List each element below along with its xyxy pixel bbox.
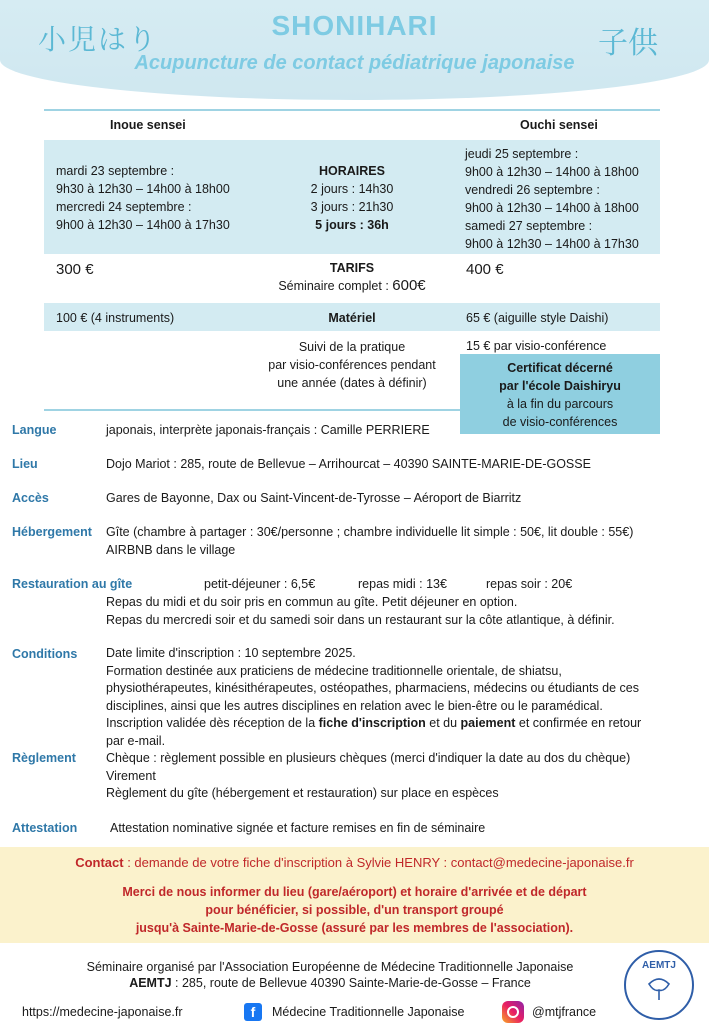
left-teacher: Inoue sensei <box>110 118 186 132</box>
visio-price: 15 € par visio-conférence <box>466 339 607 353</box>
hebergement-label: Hébergement <box>12 525 92 539</box>
tarifs-label: Séminaire complet : <box>278 279 393 293</box>
horaires-block <box>262 162 442 234</box>
left-schedule-line: mercredi 24 septembre : <box>56 200 192 214</box>
reglement-line: Virement <box>106 768 156 783</box>
aemtj-logo <box>624 950 694 1020</box>
right-material: 65 € (aiguille style Daishi) <box>466 311 609 325</box>
facebook-link[interactable]: Médecine Traditionnelle Japonaise <box>272 1005 465 1019</box>
suivi-line: une année (dates à définir) <box>277 376 427 390</box>
tarifs-title: TARIFS <box>329 261 375 275</box>
website-link[interactable]: https://medecine-japonaise.fr <box>22 1005 183 1019</box>
facebook-icon[interactable]: f <box>244 1003 262 1021</box>
reglement-line: Chèque : règlement possible en plusieurs chèques (merci d'indiquer la date au dos du chèque) <box>106 751 631 765</box>
repas-soir: repas soir : 20€ <box>486 577 573 591</box>
page-title: SHONIHARI <box>271 10 438 41</box>
acces-label: Accès <box>12 491 49 505</box>
instagram-link[interactable]: @mtjfrance <box>532 1005 597 1019</box>
certificate-line: Certificat décerné <box>507 361 613 375</box>
conditions-label: Conditions <box>12 647 78 661</box>
restauration-line: Repas du midi et du soir pris en commun au gîte. Petit déjeuner en option. <box>106 595 518 609</box>
contact-line <box>0 854 709 872</box>
logo-text: AEMTJ <box>642 960 676 971</box>
tarifs-block <box>262 259 442 295</box>
right-schedule-line: samedi 27 septembre : <box>465 219 593 233</box>
langue-label: Langue <box>12 423 57 437</box>
header-japanese-left: 小児はり <box>38 23 159 56</box>
conditions-line: disciplines, ainsi que les autres disciplines en relation avec le bien-être ou le paramédical. <box>106 698 603 713</box>
left-schedule-line: 9h30 à 12h30 – 14h00 à 18h00 <box>56 182 230 196</box>
footer-address: : 285, route de Bellevue 40390 Sainte-Marie-de-Gosse – France <box>171 976 531 990</box>
attestation-label: Attestation <box>12 821 78 835</box>
reglement-line: Règlement du gîte (hébergement et restauration) sur place en espèces <box>106 786 499 800</box>
right-schedule-line: 9h00 à 12h30 – 14h00 à 18h00 <box>465 165 639 179</box>
lieu-value: Dojo Mariot : 285, route de Bellevue – Arrihourcat – 40390 SAINTE-MARIE-DE-GOSSE <box>106 457 591 471</box>
certificate-line: à la fin du parcours <box>506 397 614 411</box>
certificate-line: par l'école Daishiryu <box>499 379 621 393</box>
footer-address-line <box>30 976 630 990</box>
petit-dej: petit-déjeuner : 6,5€ <box>204 577 316 591</box>
header-japanese-right: 子供 <box>598 26 658 61</box>
lieu-label: Lieu <box>12 457 38 471</box>
suivi-line: Suivi de la pratique <box>298 340 406 354</box>
horaires-line: 3 jours : 21h30 <box>310 200 394 214</box>
right-schedule <box>465 145 639 253</box>
right-price: 400 € <box>466 261 504 278</box>
conditions-line <box>106 715 696 733</box>
left-material: 100 € (4 instruments) <box>56 311 175 325</box>
hebergement-value <box>106 524 696 559</box>
contact-note-line: Merci de nous informer du lieu (gare/aéroport) et horaire d'arrivée et de départ <box>122 885 587 899</box>
horaires-total: 5 jours : 36h <box>315 218 389 232</box>
conditions-line: physiothérapeutes, kinésithérapeutes, ostéopathes, pharmaciens, médecins ou étudiants de ces <box>106 681 639 695</box>
left-schedule-line: mardi 23 septembre : <box>56 164 175 178</box>
left-schedule <box>56 162 230 234</box>
certificate-line: de visio-conférences <box>502 415 618 429</box>
right-schedule-line: 9h00 à 12h30 – 14h00 à 17h30 <box>465 237 639 251</box>
hebergement-line: AIRBNB dans le village <box>106 542 236 557</box>
hebergement-line: Gîte (chambre à partager : 30€/personne ; chambre individuelle lit simple : 50€, lit double : 55€) <box>106 525 634 539</box>
attestation-value: Attestation nominative signée et facture remises en fin de séminaire <box>110 821 486 835</box>
conditions-text: et du <box>425 716 461 730</box>
table-top-rule <box>44 109 660 111</box>
footer-aemtj: AEMTJ <box>129 976 172 990</box>
right-schedule-line: 9h00 à 12h30 – 14h00 à 18h00 <box>465 201 639 215</box>
conditions-value <box>106 645 696 750</box>
suivi-block <box>252 338 452 392</box>
contact-note-line: pour bénéficier, si possible, d'un transport groupé <box>205 903 504 917</box>
certificate-text <box>460 359 660 431</box>
horaires-title: HORAIRES <box>319 164 385 178</box>
reglement-label: Règlement <box>12 751 76 765</box>
paiement: paiement <box>460 716 516 730</box>
conditions-line: Date limite d'inscription : 10 septembre 2025. <box>106 646 356 660</box>
page-subtitle: Acupuncture de contact pédiatrique japonaise <box>134 52 575 74</box>
conditions-text: et confirmée en retour <box>515 716 642 730</box>
right-schedule-line: vendredi 26 septembre : <box>465 183 600 197</box>
left-price: 300 € <box>56 261 94 278</box>
right-teacher: Ouchi sensei <box>520 118 598 132</box>
horaires-line: 2 jours : 14h30 <box>310 182 394 196</box>
right-schedule-line: jeudi 25 septembre : <box>465 147 579 161</box>
contact-note-line: jusqu'à Sainte-Marie-de-Gosse (assuré par les membres de l'association). <box>135 921 574 935</box>
contact-text[interactable]: : demande de votre fiche d'inscription à Sylvie HENRY : contact@medecine-japonaise.fr <box>123 855 634 870</box>
restauration-label: Restauration au gîte <box>12 577 133 591</box>
conditions-line: par e-mail. <box>106 733 166 748</box>
instagram-icon[interactable] <box>502 1001 524 1023</box>
contact-note <box>0 883 709 937</box>
acces-value: Gares de Bayonne, Dax ou Saint-Vincent-de-Tyrosse – Aéroport de Biarritz <box>106 491 522 505</box>
repas-midi: repas midi : 13€ <box>358 577 447 591</box>
left-schedule-line: 9h00 à 12h30 – 14h00 à 17h30 <box>56 218 230 232</box>
footer-org: Séminaire organisé par l'Association Européenne de Médecine Traditionnelle Japonaise <box>86 960 574 974</box>
restauration-value <box>106 594 696 629</box>
suivi-line: par visio-conférences pendant <box>268 358 436 372</box>
contact-label: Contact <box>75 855 124 870</box>
ginkgo-leaf-icon <box>646 976 672 1002</box>
table-bottom-rule <box>44 409 460 411</box>
tarifs-amount: 600€ <box>392 277 426 294</box>
langue-value: japonais, interprète japonais-français : Camille PERRIERE <box>106 423 430 437</box>
material-title: Matériel <box>328 311 376 325</box>
conditions-text: Inscription validée dès réception de la <box>106 716 319 730</box>
conditions-line: Formation destinée aux praticiens de médecine traditionnelle orientale, de shiatsu, <box>106 663 562 678</box>
reglement-value <box>106 750 696 803</box>
restauration-line: Repas du mercredi soir et du samedi soir dans un restaurant sur la côte atlantique, à définir. <box>106 612 615 627</box>
fiche-inscription: fiche d'inscription <box>318 716 426 730</box>
